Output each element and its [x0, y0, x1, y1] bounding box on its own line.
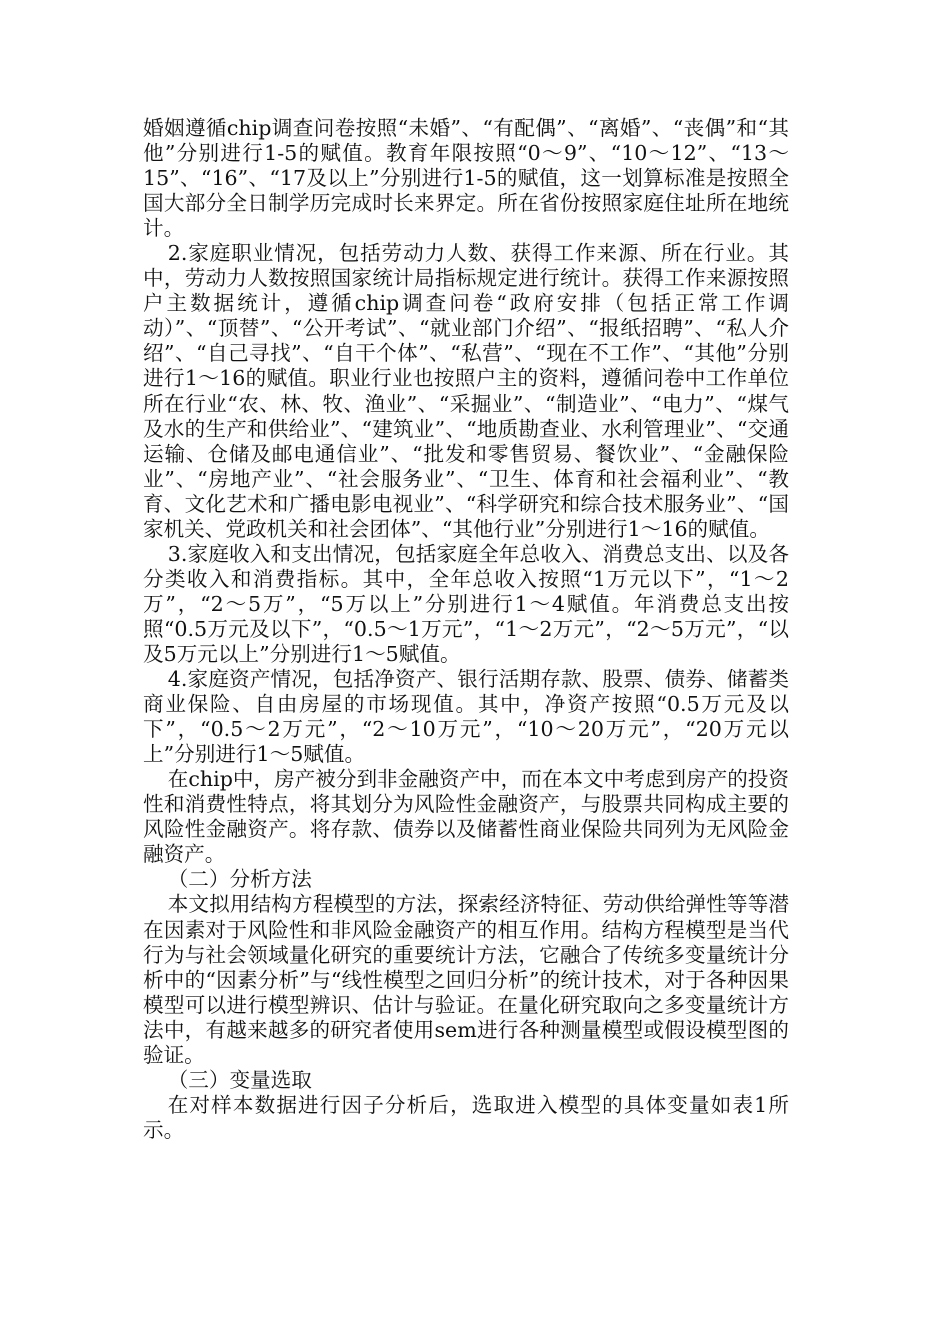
document-body	[143, 116, 789, 1143]
paragraph-real-estate: 在chip中，房产被分到非金融资产中，而在本文中考虑到房产的投资性和消费性特点，将其划分为风险性金融资产，与股票共同构成主要的风险性金融资产。将存款、债券以及储蓄性商业保险共同列为无风险金融资产。	[143, 767, 789, 867]
section-heading-analysis-method: （二）分析方法	[167, 867, 312, 892]
paragraph-income-expenditure: 3.家庭收入和支出情况，包括家庭全年总收入、消费总支出、以及各分类收入和消费指标。其中，全年总收入按照“1万元以下”，“1～2万”，“2～5万”，“5万以上”分别进行1～4赋值。年消费总支出按照“0.5万元及以下”，“0.5～1万元”，“1～2万元”，“2～5万元”，“以及5万元以上”分别进行1～5赋值。	[143, 541, 789, 666]
paragraph-variable-selection: 在对样本数据进行因子分析后，选取进入模型的具体变量如表1所示。	[143, 1092, 789, 1142]
paragraph-marriage-education: 婚姻遵循chip调查问卷按照“未婚”、“有配偶”、“离婚”、“丧偶”和“其他”分别进行1-5的赋值。教育年限按照“0～9”、“10～12”、“13～15”、“16”、“17及以上”分别进行1-5的赋值，这一划算标准是按照全国大部分全日制学历完成时长来界定。所在省份按照家庭住址所在地统计。	[143, 116, 789, 241]
section-heading-variable-selection: （三）变量选取	[167, 1067, 312, 1092]
paragraph-sem-method: 本文拟用结构方程模型的方法，探索经济特征、劳动供给弹性等等潜在因素对于风险性和非风险金融资产的相互作用。结构方程模型是当代行为与社会领域量化研究的重要统计方法，它融合了传统多变量统计分析中的“因素分析”与“线性模型之回归分析”的统计技术，对于各种因果模型可以进行模型辨识、估计与验证。在量化研究取向之多变量统计方法中，有越来越多的研究者使用sem进行各种测量模型或假设模型图的验证。	[143, 892, 789, 1067]
paragraph-occupation: 2.家庭职业情况，包括劳动力人数、获得工作来源、所在行业。其中，劳动力人数按照国家统计局指标规定进行统计。获得工作来源按照户主数据统计，遵循chip调查问卷“政府安排（包括正常工作调动）”、“顶替”、“公开考试”、“就业部门介绍”、“报纸招聘”、“私人介绍”、“自己寻找”、“自干个体”、“私营”、“现在不工作”、“其他”分别进行1～16的赋值。职业行业也按照户主的资料，遵循问卷中工作单位所在行业“农、林、牧、渔业”、“采掘业”、“制造业”、“电力”、“煤气及水的生产和供给业”、“建筑业”、“地质勘查业、水利管理业”、“交通运输、仓储及邮电通信业”、“批发和零售贸易、餐饮业”、“金融保险业”、“房地产业”、“社会服务业”、“卫生、体育和社会福利业”、“教育、文化艺术和广播电影电视业”、“科学研究和综合技术服务业”、“国家机关、党政机关和社会团体”、“其他行业”分别进行1～16的赋值。	[143, 241, 789, 541]
paragraph-assets: 4.家庭资产情况，包括净资产、银行活期存款、股票、债券、储蓄类商业保险、自由房屋的市场现值。其中，净资产按照“0.5万元及以下”，“0.5～2万元”，“2～10万元”，“10～20万元”，“20万元以上”分别进行1～5赋值。	[143, 667, 789, 767]
